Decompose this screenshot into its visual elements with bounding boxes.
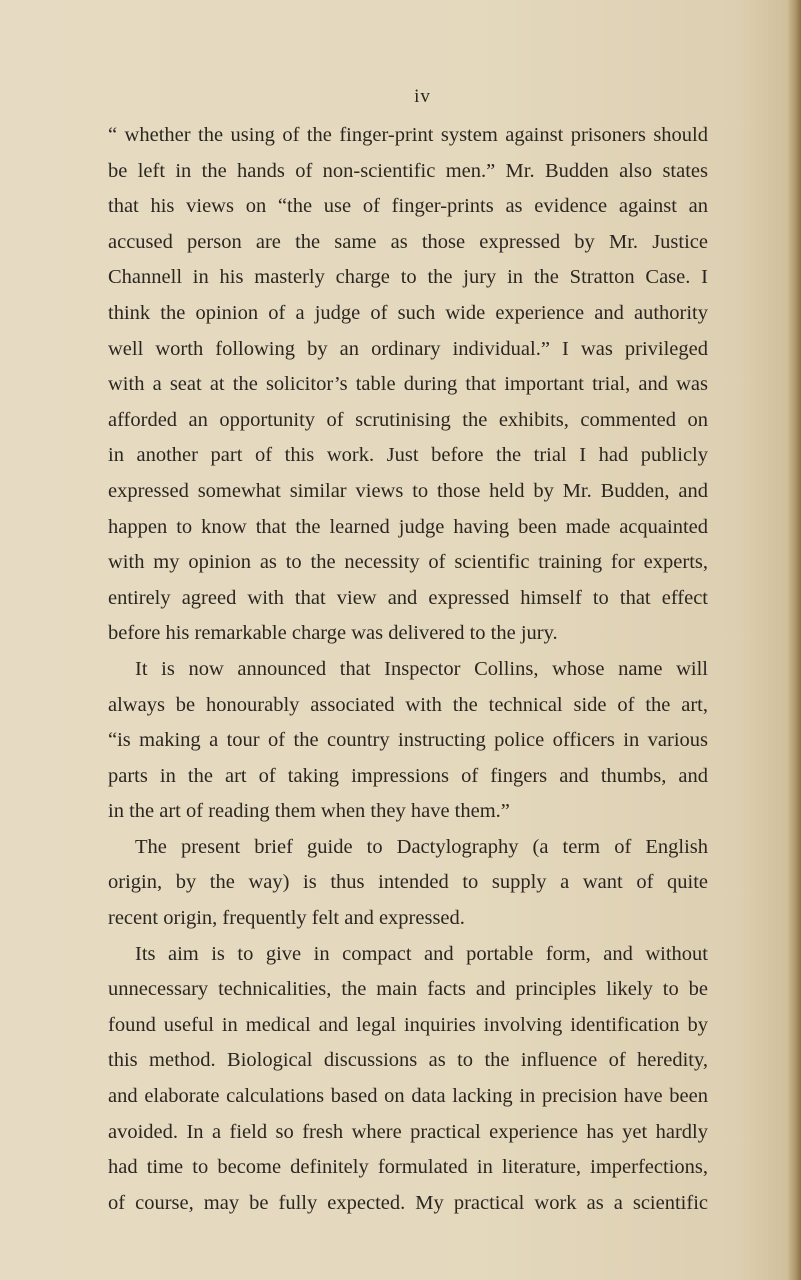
text-line: It is now announced that Inspector Collins, whose name will — [135, 657, 708, 680]
text-line: parts in the art of taking impressions of fingers and thumbs, and — [108, 764, 708, 787]
text-line: “ whether the using of the finger-print system against prisoners should — [108, 124, 708, 146]
text-line: think the opinion of a judge of such wide experience and authority — [108, 301, 708, 324]
text-line: recent origin, frequently felt and expressed. — [108, 907, 465, 930]
text-line: entirely agreed with that view and expressed himself to that effect — [108, 586, 708, 609]
text-line: that his views on “the use of finger-prints as evidence against an — [108, 195, 708, 218]
page-edge-shadow — [787, 0, 801, 1280]
text-line: avoided. In a field so fresh where practical experience has yet hardly — [108, 1120, 708, 1143]
page-number: iv — [414, 86, 431, 107]
text-line: unnecessary technicalities, the main facts and principles likely to be — [108, 978, 708, 1001]
text-line: with a seat at the solicitor’s table during that important trial, and was — [108, 373, 708, 396]
text-line: be left in the hands of non-scientific men.” Mr. Budden also states — [108, 159, 708, 182]
text-line: accused person are the same as those expressed by Mr. Justice — [108, 230, 708, 253]
text-line: afforded an opportunity of scrutinising the exhibits, commented on — [108, 408, 708, 431]
text-line: always be honourably associated with the technical side of the art, — [108, 693, 708, 716]
text-line: this method. Biological discussions as to the influence of heredity, — [108, 1049, 708, 1072]
text-line: “is making a tour of the country instructing police officers in various — [108, 729, 708, 752]
text-line: well worth following by an ordinary individual.” I was privileged — [108, 337, 708, 360]
text-line: had time to become definitely formulated in literature, imperfections, — [108, 1156, 708, 1179]
text-line: before his remarkable charge was delivered to the jury. — [108, 622, 558, 645]
text-line: happen to know that the learned judge having been made acquainted — [108, 515, 708, 538]
text-line: expressed somewhat similar views to those held by Mr. Budden, and — [108, 479, 708, 502]
text-line: The present brief guide to Dactylography (a term of English — [135, 835, 708, 858]
text-line: Channell in his masterly charge to the jury in the Stratton Case. I — [108, 266, 708, 289]
text-line: and elaborate calculations based on data lacking in precision have been — [108, 1085, 708, 1108]
text-line: of course, may be fully expected. My practical work as a scientific — [108, 1191, 708, 1214]
text-line: found useful in medical and legal inquiries involving identification by — [108, 1013, 708, 1036]
text-line: in the art of reading them when they have them.” — [108, 800, 510, 823]
text-line: Its aim is to give in compact and portable form, and without — [135, 942, 708, 965]
text-line: origin, by the way) is thus intended to supply a want of quite — [108, 871, 708, 894]
text-line: in another part of this work. Just before the trial I had publicly — [108, 444, 708, 467]
body-text — [108, 118, 708, 1221]
text-line: with my opinion as to the necessity of scientific training for experts, — [108, 551, 708, 574]
